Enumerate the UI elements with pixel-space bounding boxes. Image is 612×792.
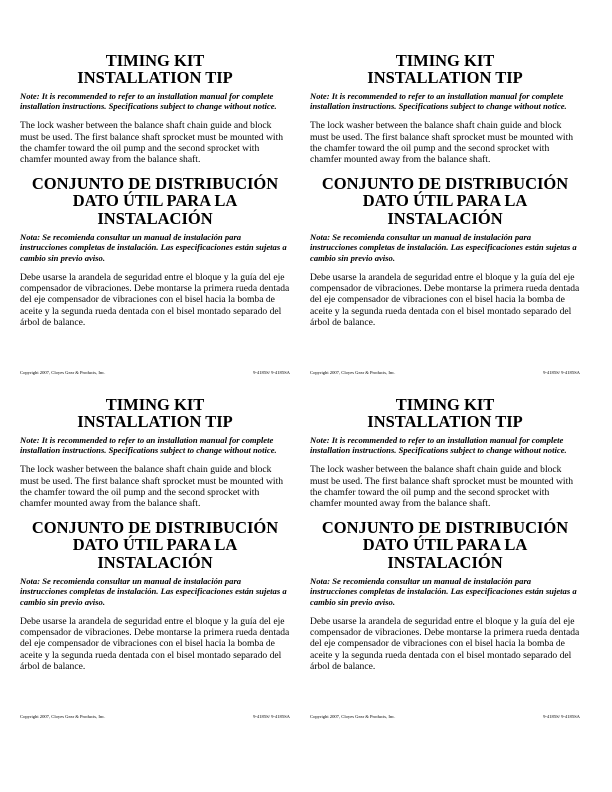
card-footer xyxy=(310,370,580,376)
spanish-title-line3: INSTALACIÓN xyxy=(97,208,213,228)
instruction-card-top-left xyxy=(20,52,290,382)
copyright-text: Copyright 2007, Cloyes Gear & Products, Inc. xyxy=(20,714,106,719)
english-note: Note: It is recommended to refer to an installation manual for complete installation instructions. Specifications subject to change without notice. xyxy=(20,91,277,112)
spanish-title-line2: DATO ÚTIL PARA LA xyxy=(362,535,528,555)
card-footer xyxy=(310,714,580,720)
card-footer xyxy=(20,370,290,376)
spanish-title-line2: DATO ÚTIL PARA LA xyxy=(72,191,238,211)
english-title xyxy=(310,52,580,86)
spanish-title-line3: INSTALACIÓN xyxy=(97,552,213,572)
spanish-body: Debe usarse la arandela de seguridad entre el bloque y la guía del eje compensador de vibraciones. Debe montarse la primera rueda dentada del eje compensador de vibraciones con el bisel hacia la bomba de aceite y la segunda rueda dentada con el bisel montado separado del árbol de balance. xyxy=(20,271,290,328)
instruction-card-bottom-right xyxy=(310,396,580,726)
english-note: Note: It is recommended to refer to an installation manual for complete installation instructions. Specifications subject to change without notice. xyxy=(310,435,567,456)
part-number: 9-4185S/ 9-4185SA xyxy=(543,370,580,375)
instruction-card-top-right xyxy=(310,52,580,382)
card-footer xyxy=(20,714,290,720)
spanish-title xyxy=(310,175,580,228)
spanish-title xyxy=(20,175,290,228)
english-body: The lock washer between the balance shaft chain guide and block must be used. The first balance shaft sprocket must be mounted with the chamfer toward the oil pump and the second sprocket with chamfer mounted away from the balance shaft. xyxy=(310,464,574,510)
english-title xyxy=(20,396,290,430)
copyright-text: Copyright 2007, Cloyes Gear & Products, Inc. xyxy=(20,370,106,375)
spanish-title-line3: INSTALACIÓN xyxy=(387,208,503,228)
spanish-note: Nota: Se recomienda consultar un manual de instalación para instrucciones completas de instalación. Las especificaciones están sujetas a cambio sin previo aviso. xyxy=(20,576,287,607)
copyright-text: Copyright 2007, Cloyes Gear & Products, Inc. xyxy=(310,714,396,719)
part-number: 9-4185S/ 9-4185SA xyxy=(253,370,290,375)
english-body: The lock washer between the balance shaft chain guide and block must be used. The first balance shaft sprocket must be mounted with the chamfer toward the oil pump and the second sprocket with chamfer mounted away from the balance shaft. xyxy=(20,464,284,510)
english-title-line2: INSTALLATION TIP xyxy=(77,68,233,87)
english-note: Note: It is recommended to refer to an installation manual for complete installation instructions. Specifications subject to change without notice. xyxy=(20,435,277,456)
spanish-title xyxy=(20,519,290,572)
spanish-note: Nota: Se recomienda consultar un manual de instalación para instrucciones completas de instalación. Las especificaciones están sujetas a cambio sin previo aviso. xyxy=(310,576,577,607)
copyright-text: Copyright 2007, Cloyes Gear & Products, Inc. xyxy=(310,370,396,375)
spanish-note: Nota: Se recomienda consultar un manual de instalación para instrucciones completas de instalación. Las especificaciones están sujetas a cambio sin previo aviso. xyxy=(310,232,577,263)
english-title-line2: INSTALLATION TIP xyxy=(77,412,233,431)
english-title xyxy=(20,52,290,86)
english-title-line2: INSTALLATION TIP xyxy=(367,68,523,87)
spanish-body: Debe usarse la arandela de seguridad entre el bloque y la guía del eje compensador de vibraciones. Debe montarse la primera rueda dentada del eje compensador de vibraciones con el bisel hacia la bomba de aceite y la segunda rueda dentada con el bisel montado separado del árbol de balance. xyxy=(310,615,580,672)
part-number: 9-4185S/ 9-4185SA xyxy=(543,714,580,719)
english-body: The lock washer between the balance shaft chain guide and block must be used. The first balance shaft sprocket must be mounted with the chamfer toward the oil pump and the second sprocket with chamfer mounted away from the balance shaft. xyxy=(20,120,284,166)
spanish-body: Debe usarse la arandela de seguridad entre el bloque y la guía del eje compensador de vibraciones. Debe montarse la primera rueda dentada del eje compensador de vibraciones con el bisel hacia la bomba de aceite y la segunda rueda dentada con el bisel montado separado del árbol de balance. xyxy=(20,615,290,672)
english-title xyxy=(310,396,580,430)
english-title-line1: TIMING KIT xyxy=(395,51,495,70)
spanish-title-line1: CONJUNTO DE DISTRIBUCIÓN xyxy=(31,173,279,193)
part-number: 9-4185S/ 9-4185SA xyxy=(253,714,290,719)
spanish-title-line1: CONJUNTO DE DISTRIBUCIÓN xyxy=(321,173,569,193)
spanish-title-line1: CONJUNTO DE DISTRIBUCIÓN xyxy=(31,517,279,537)
spanish-title-line3: INSTALACIÓN xyxy=(387,552,503,572)
spanish-body: Debe usarse la arandela de seguridad entre el bloque y la guía del eje compensador de vibraciones. Debe montarse la primera rueda dentada del eje compensador de vibraciones con el bisel hacia la bomba de aceite y la segunda rueda dentada con el bisel montado separado del árbol de balance. xyxy=(310,271,580,328)
spanish-title-line2: DATO ÚTIL PARA LA xyxy=(72,535,238,555)
spanish-title-line1: CONJUNTO DE DISTRIBUCIÓN xyxy=(321,517,569,537)
english-note: Note: It is recommended to refer to an installation manual for complete installation instructions. Specifications subject to change without notice. xyxy=(310,91,567,112)
spanish-title-line2: DATO ÚTIL PARA LA xyxy=(362,191,528,211)
instruction-card-bottom-left xyxy=(20,396,290,726)
english-title-line1: TIMING KIT xyxy=(105,51,205,70)
spanish-title xyxy=(310,519,580,572)
english-title-line1: TIMING KIT xyxy=(105,395,205,414)
english-title-line1: TIMING KIT xyxy=(395,395,495,414)
english-title-line2: INSTALLATION TIP xyxy=(367,412,523,431)
spanish-note: Nota: Se recomienda consultar un manual de instalación para instrucciones completas de instalación. Las especificaciones están sujetas a cambio sin previo aviso. xyxy=(20,232,287,263)
english-body: The lock washer between the balance shaft chain guide and block must be used. The first balance shaft sprocket must be mounted with the chamfer toward the oil pump and the second sprocket with chamfer mounted away from the balance shaft. xyxy=(310,120,574,166)
